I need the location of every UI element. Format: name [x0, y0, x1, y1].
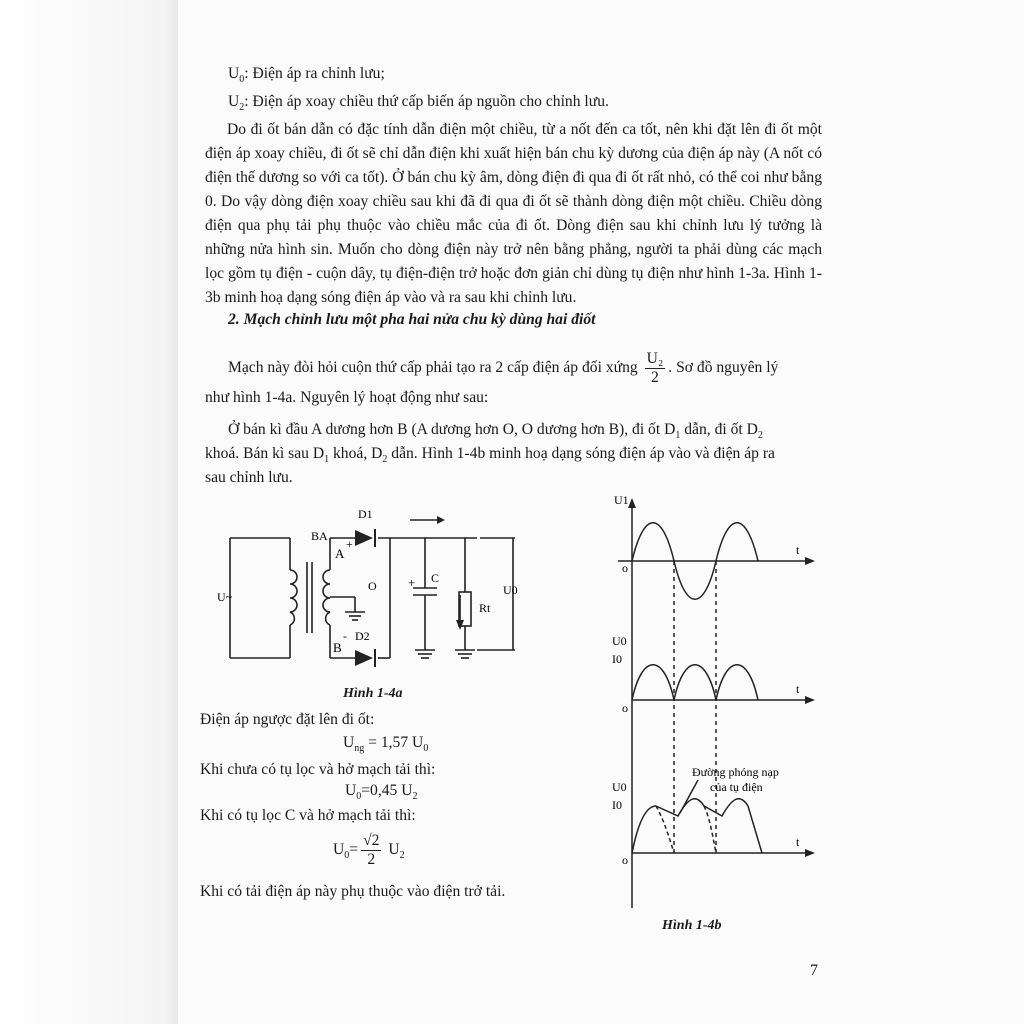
label-cap-plus: +	[408, 575, 416, 590]
graph2-label-i: I0	[612, 652, 622, 666]
label-d1: D1	[358, 507, 373, 521]
no-filter-text: Khi chưa có tụ lọc và hở mạch tải thì:	[200, 761, 436, 778]
caption-figure-1-4b: Hình 1-4b	[662, 918, 722, 933]
graph3-label-u: U0	[612, 780, 627, 794]
waveform-diagram	[600, 488, 820, 918]
graph1-origin: o	[622, 561, 628, 575]
label-u-in: U~	[217, 590, 233, 604]
graph1-label: U1	[614, 493, 629, 507]
formula-with-filter: $U_0=$ $\frac{√2}{2}$ $U_2$	[333, 832, 405, 868]
annotation-line2: của tụ điện	[710, 780, 763, 794]
formula-reverse-voltage: $U_{ng} = 1,57$ $U_0$	[343, 734, 429, 755]
reverse-voltage-text: Điện áp ngược đặt lên đi ốt:	[200, 711, 375, 728]
with-load-text: Khi có tải điện áp này phụ thuộc vào điện trở tải.	[200, 883, 506, 900]
label-c: C	[431, 571, 440, 585]
graph2-t: t	[796, 682, 800, 696]
paragraph-operation-line2: khoá. Bán kì sau $D_1$ khoá, $D_2$ dẫn. Hình 1-4b minh hoạ dạng sóng điện áp vào và điện áp ra	[205, 445, 775, 466]
label-minus: -	[343, 629, 347, 643]
graph3-label-i: I0	[612, 798, 622, 812]
label-d2: D2	[355, 629, 370, 643]
label-rt: Rt	[479, 601, 491, 615]
label-ba: BA	[311, 529, 328, 543]
label-plus: +	[346, 537, 353, 551]
page-number: 7	[810, 962, 818, 979]
fraction-u2-over-2: $\frac{\text{U₂}}{2}$	[646, 350, 664, 386]
paragraph-operation-line3: sau chỉnh lưu.	[205, 469, 293, 486]
paragraph-diode-principle: Do đi ốt bán dẫn có đặc tính dẫn điện một chiều, từ a nốt đến ca tốt, nên khi đặt lên đi ốt một điện áp xoay chiều, đi ốt sẽ chỉ dẫn điện khi xuất hiện bán chu kỳ dương của điện áp này (A nốt có điện thế dương so với ca tốt). Ở bán chu kỳ âm, dòng điện đi qua đi ốt rất nhỏ, có thể coi như bằng 0. Do vậy dòng điện xoay chiều sau khi đã đi qua đi ốt sẽ thành dòng điện một chiều. Chiều dòng điện qua phụ tải phụ thuộc vào chiều mắc của đi ốt. Dòng điện sau khi chỉnh lưu lý tưởng là những nửa hình sin. Muốn cho dòng điện này trở nên bằng phẳng, người ta phải dùng các mạch lọc gồm tụ điện - cuộn dây, tụ điện-điện trở hoặc đơn giản chỉ dùng tụ điện như hình 1-3a. Hình 1-3b minh hoạ dạng sóng điện áp vào và ra sau khi chỉnh lưu.	[205, 121, 822, 306]
caption-figure-1-4a: Hình 1-4a	[343, 686, 403, 701]
graph1-t: t	[796, 543, 800, 557]
paragraph-requirement-line1: Mạch này đòi hỏi cuộn thứ cấp phải tạo ra 2 cấp điện áp đối xứng $\frac{\text{U₂}}{2}$ . Sơ đồ nguyên lý	[228, 350, 779, 386]
diode-d1-icon	[355, 530, 373, 546]
graph2-origin: o	[622, 701, 628, 715]
definition-u0: $U_0$: Điện áp ra chỉnh lưu;	[228, 65, 385, 86]
graph2-label-u: U0	[612, 634, 627, 648]
label-a: A	[335, 546, 345, 561]
with-filter-text: Khi có tụ lọc C và hở mạch tải thì:	[200, 807, 416, 824]
label-o: O	[368, 579, 377, 593]
page-margin-shadow	[0, 0, 178, 1024]
section-heading: 2. Mạch chỉnh lưu một pha hai nửa chu kỳ dùng hai điốt	[228, 311, 596, 328]
full-wave-rectifier-circuit	[215, 500, 535, 680]
annotation-line1: Đường phóng nạp	[692, 765, 779, 779]
graph3-t: t	[796, 835, 800, 849]
formula-no-filter: $U_0=0,45$ $U_2$	[345, 782, 418, 803]
definition-u2: $U_2$: Điện áp xoay chiều thứ cấp biến áp nguồn cho chỉnh lưu.	[228, 93, 609, 114]
paragraph-operation-line1: Ở bán kì đầu A dương hơn B (A dương hơn O, O dương hơn B), đi ốt $D_1$ dẫn, đi ốt $D_2$	[228, 421, 763, 442]
diode-d2-icon	[355, 650, 373, 666]
paragraph-requirement-line2: như hình 1-4a. Nguyên lý hoạt động như sau:	[205, 389, 489, 406]
label-u0: U0	[503, 583, 518, 597]
graph3-origin: o	[622, 853, 628, 867]
label-b: B	[333, 640, 342, 655]
